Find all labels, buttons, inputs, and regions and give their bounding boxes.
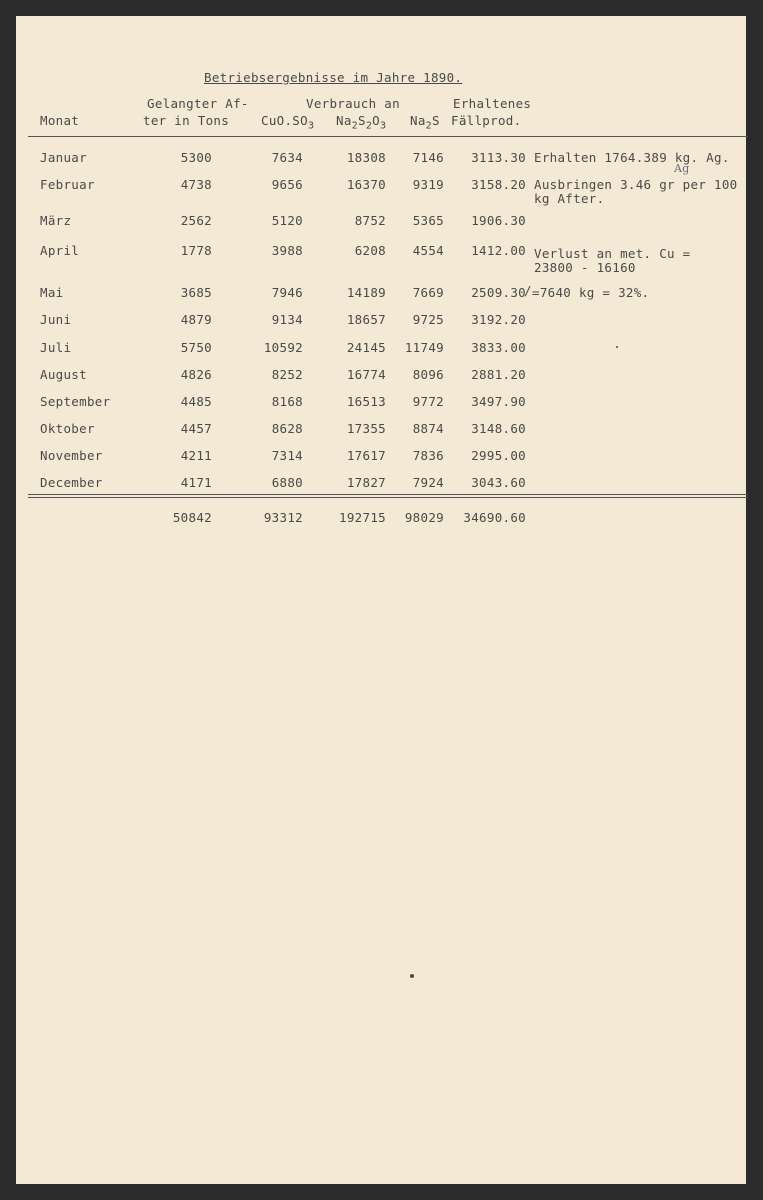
total-na2s2o3: 192715	[339, 510, 386, 525]
cell-cuso3: 9134	[271, 312, 303, 327]
cell-month: December	[40, 475, 103, 490]
cell-after: 1778	[180, 243, 212, 258]
header-monat: Monat	[40, 113, 80, 128]
cell-faellprod: 3148.60	[471, 421, 526, 436]
cell-month: Januar	[40, 150, 87, 165]
cell-faellprod: 3113.30	[471, 150, 526, 165]
cell-month: Mai	[40, 285, 64, 300]
cell-na2s: 7146	[412, 150, 444, 165]
document-page	[16, 16, 746, 1184]
cell-after: 4211	[180, 448, 212, 463]
paper-speck	[616, 346, 618, 348]
note-verlust-line1: Verlust an met. Cu =	[534, 246, 691, 261]
cell-faellprod: 3497.90	[471, 394, 526, 409]
cell-cuso3: 8628	[271, 421, 303, 436]
cell-faellprod: 1412.00	[471, 243, 526, 258]
totals-rule	[28, 494, 748, 498]
total-faellprod: 34690.60	[463, 510, 526, 525]
total-cuso3: 93312	[263, 510, 303, 525]
paper-speck	[410, 974, 414, 978]
cell-month: Juni	[40, 312, 72, 327]
cell-month: Oktober	[40, 421, 95, 436]
total-after: 50842	[172, 510, 212, 525]
cell-na2s2o3: 24145	[346, 340, 386, 355]
cell-na2s2o3: 17617	[346, 448, 386, 463]
cell-faellprod: 2509.30	[471, 285, 526, 300]
cell-month: April	[40, 243, 80, 258]
header-verbrauch: Verbrauch an	[306, 96, 400, 111]
cell-cuso3: 9656	[271, 177, 303, 192]
cell-faellprod: 2995.00	[471, 448, 526, 463]
cell-na2s2o3: 16774	[346, 367, 386, 382]
header-rule	[28, 136, 748, 137]
cell-na2s: 7836	[412, 448, 444, 463]
cell-faellprod: 1906.30	[471, 213, 526, 228]
cell-after: 4485	[180, 394, 212, 409]
header-na2s: $Na_2S$	[410, 113, 440, 132]
cell-na2s: 7669	[412, 285, 444, 300]
mai-slash-mark: /	[524, 283, 532, 298]
note-verlust-line2: 23800 - 16160	[534, 260, 636, 275]
cell-cuso3: 10592	[263, 340, 303, 355]
note-erhalten: Erhalten 1764.389 kg. Ag.	[534, 150, 730, 165]
cell-faellprod: 3158.20	[471, 177, 526, 192]
cell-month: März	[40, 213, 72, 228]
note-ausbringen-line1: Ausbringen 3.46 gr per 100	[534, 177, 738, 192]
cell-na2s: 4554	[412, 243, 444, 258]
cell-na2s: 9772	[412, 394, 444, 409]
cell-after: 5300	[180, 150, 212, 165]
cell-cuso3: 3988	[271, 243, 303, 258]
cell-month: November	[40, 448, 103, 463]
cell-after: 2562	[180, 213, 212, 228]
note-ausbringen-line2: kg After.	[534, 191, 605, 206]
total-na2s: 98029	[404, 510, 444, 525]
cell-cuso3: 8252	[271, 367, 303, 382]
handwritten-insertion-ag: Ag	[674, 162, 690, 175]
cell-cuso3: 8168	[271, 394, 303, 409]
cell-na2s2o3: 17355	[346, 421, 386, 436]
cell-cuso3: 7314	[271, 448, 303, 463]
cell-na2s2o3: 16370	[346, 177, 386, 192]
cell-na2s2o3: 8752	[354, 213, 386, 228]
header-na2s2o3: $Na_2S_2O_3$	[336, 113, 387, 132]
note-verlust-line3: =7640 kg = 32%.	[532, 285, 650, 300]
cell-after: 4171	[180, 475, 212, 490]
cell-after: 4738	[180, 177, 212, 192]
cell-cuso3: 6880	[271, 475, 303, 490]
cell-cuso3: 7634	[271, 150, 303, 165]
cell-na2s2o3: 18308	[346, 150, 386, 165]
cell-month: August	[40, 367, 87, 382]
cell-month: Juli	[40, 340, 72, 355]
header-erhaltenes-line1: Erhaltenes	[453, 96, 532, 111]
cell-na2s2o3: 17827	[346, 475, 386, 490]
cell-na2s: 7924	[412, 475, 444, 490]
cell-after: 3685	[180, 285, 212, 300]
cell-cuso3: 5120	[271, 213, 303, 228]
cell-after: 4457	[180, 421, 212, 436]
header-after-line2: ter in Tons	[143, 113, 230, 128]
cell-na2s: 8874	[412, 421, 444, 436]
cell-cuso3: 7946	[271, 285, 303, 300]
cell-faellprod: 3043.60	[471, 475, 526, 490]
header-after-line1: Gelangter Af-	[147, 96, 249, 111]
header-cuso3: $CuO.SO_3$	[261, 113, 315, 132]
cell-faellprod: 3192.20	[471, 312, 526, 327]
cell-after: 4879	[180, 312, 212, 327]
cell-faellprod: 2881.20	[471, 367, 526, 382]
header-erhaltenes-line2: Fällprod.	[451, 113, 522, 128]
cell-month: Februar	[40, 177, 95, 192]
document-title: Betriebsergebnisse im Jahre 1890.	[204, 70, 463, 85]
cell-faellprod: 3833.00	[471, 340, 526, 355]
cell-month: September	[40, 394, 111, 409]
cell-na2s: 5365	[412, 213, 444, 228]
cell-na2s: 9725	[412, 312, 444, 327]
cell-na2s: 8096	[412, 367, 444, 382]
cell-after: 4826	[180, 367, 212, 382]
cell-na2s2o3: 6208	[354, 243, 386, 258]
cell-na2s2o3: 18657	[346, 312, 386, 327]
cell-na2s2o3: 16513	[346, 394, 386, 409]
cell-na2s: 11749	[404, 340, 444, 355]
cell-after: 5750	[180, 340, 212, 355]
cell-na2s2o3: 14189	[346, 285, 386, 300]
cell-na2s: 9319	[412, 177, 444, 192]
